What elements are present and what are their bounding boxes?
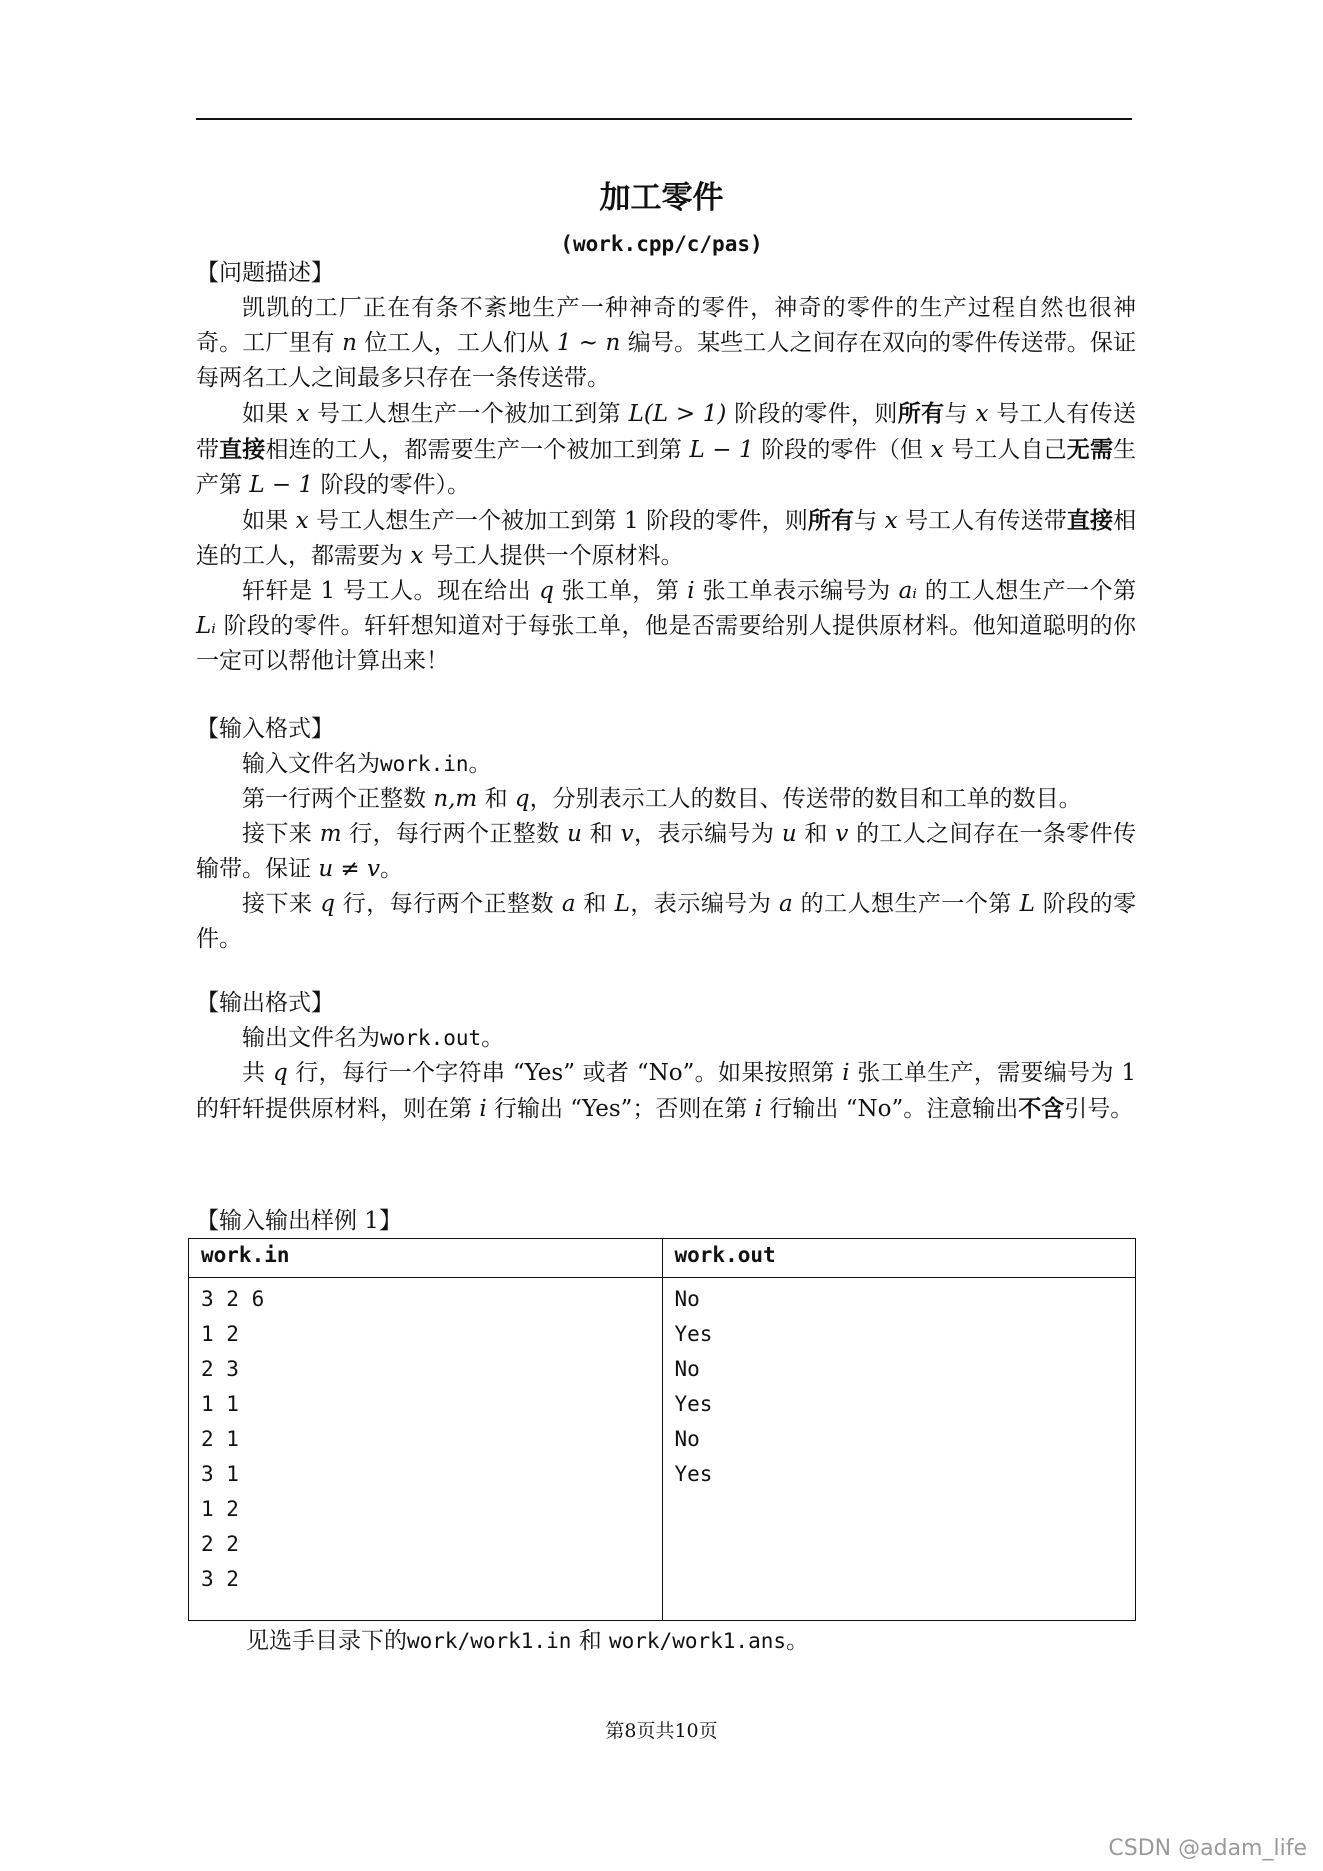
problem-heading: 【问题描述】 [196,260,334,286]
sample-heading: 【输入输出样例 1】 [196,1208,402,1234]
output-line-2: 共 q 行，每行一个字符串 “Yes” 或者 “No”。如果按照第 i 张工单生产，需要编号为 1 的轩轩提供原材料，则在第 i 行输出 “Yes”；否则在第 i 行输出 “No”。注意输出不含引号。 [196,1060,1137,1122]
file-names: (work.cpp/c/pas) [560,232,763,256]
sample-input-cell [189,1278,663,1621]
page-title: 加工零件 [599,180,724,216]
problem-paragraph-3: 如果 x 号工人想生产一个被加工到第 1 阶段的零件，则所有与 x 号工人有传送带直接相连的工人，都需要为 x 号工人提供一个原材料。 [196,507,1137,569]
sample-input-line: 2 3 [201,1357,239,1381]
problem-paragraph-1: 凯凯的工厂正在有条不紊地生产一种神奇的零件，神奇的零件的生产过程自然也很神奇。工厂里有 n 位工人，工人们从 1 ~ n 编号。某些工人之间存在双向的零件传送带。保证每两名工人之间最多只存在一条传送带。 [196,295,1137,391]
input-line-1: 输入文件名为work.in。 [242,751,492,777]
top-rule [196,118,1132,120]
sample-input-line: 1 2 [201,1322,239,1346]
problem-paragraph-2: 如果 x 号工人想生产一个被加工到第 L(L > 1) 阶段的零件，则所有与 x 号工人有传送带直接相连的工人，都需要生产一个被加工到第 L − 1 阶段的零件（但 x 号工人自己无需生产第 L − 1 阶段的零件）。 [196,400,1137,498]
page-footer: 第8页共10页 [605,1720,718,1742]
sample-files-note: 见选手目录下的work/work1.in 和 work/work1.ans。 [246,1628,810,1654]
problem-paragraph-4: 轩轩是 1 号工人。现在给出 q 张工单，第 i 张工单表示编号为 aᵢ 的工人想生产一个第 Lᵢ 阶段的零件。轩轩想知道对于每张工单，他是否需要给别人提供原材料。他知道聪明的你一定可以帮他计算出来！ [196,578,1137,674]
problem-description [196,256,1136,679]
sample-output-header: work.out [662,1239,1136,1278]
sample-input-line: 3 2 6 [201,1287,265,1311]
sample-output-line: Yes [674,1462,713,1486]
sample-input-line: 3 2 [201,1567,239,1591]
input-heading: 【输入格式】 [196,716,334,742]
sample-input-line: 1 1 [201,1392,239,1416]
input-line-3: 接下来 m 行，每行两个正整数 u 和 v，表示编号为 u 和 v 的工人之间存在一条零件传输带。保证 u ≠ v。 [196,821,1137,882]
sample-output-cell [662,1278,1136,1621]
sample-input-line: 2 2 [201,1532,239,1556]
input-line-4: 接下来 q 行，每行两个正整数 a 和 L，表示编号为 a 的工人想生产一个第 L 阶段的零件。 [196,891,1137,952]
sample-output-line: Yes [674,1322,713,1346]
input-format [196,712,1136,957]
sample-input-line: 1 2 [201,1497,239,1521]
watermark: CSDN @adam_life [1108,1836,1307,1861]
sample-input-line: 2 1 [201,1427,239,1451]
sample-output-line: No [674,1357,700,1381]
output-format [196,986,1136,1127]
output-line-1: 输出文件名为work.out。 [242,1025,505,1051]
sample-input-header: work.in [189,1239,663,1278]
sample-output-line: No [674,1427,700,1451]
sample-input-line: 3 1 [201,1462,239,1486]
input-line-2: 第一行两个正整数 n,m 和 q，分别表示工人的数目、传送带的数目和工单的数目。 [242,786,1082,812]
sample-table [188,1238,1136,1621]
sample-output-line: Yes [674,1392,713,1416]
sample-output-line: No [674,1287,700,1311]
output-heading: 【输出格式】 [196,990,334,1016]
